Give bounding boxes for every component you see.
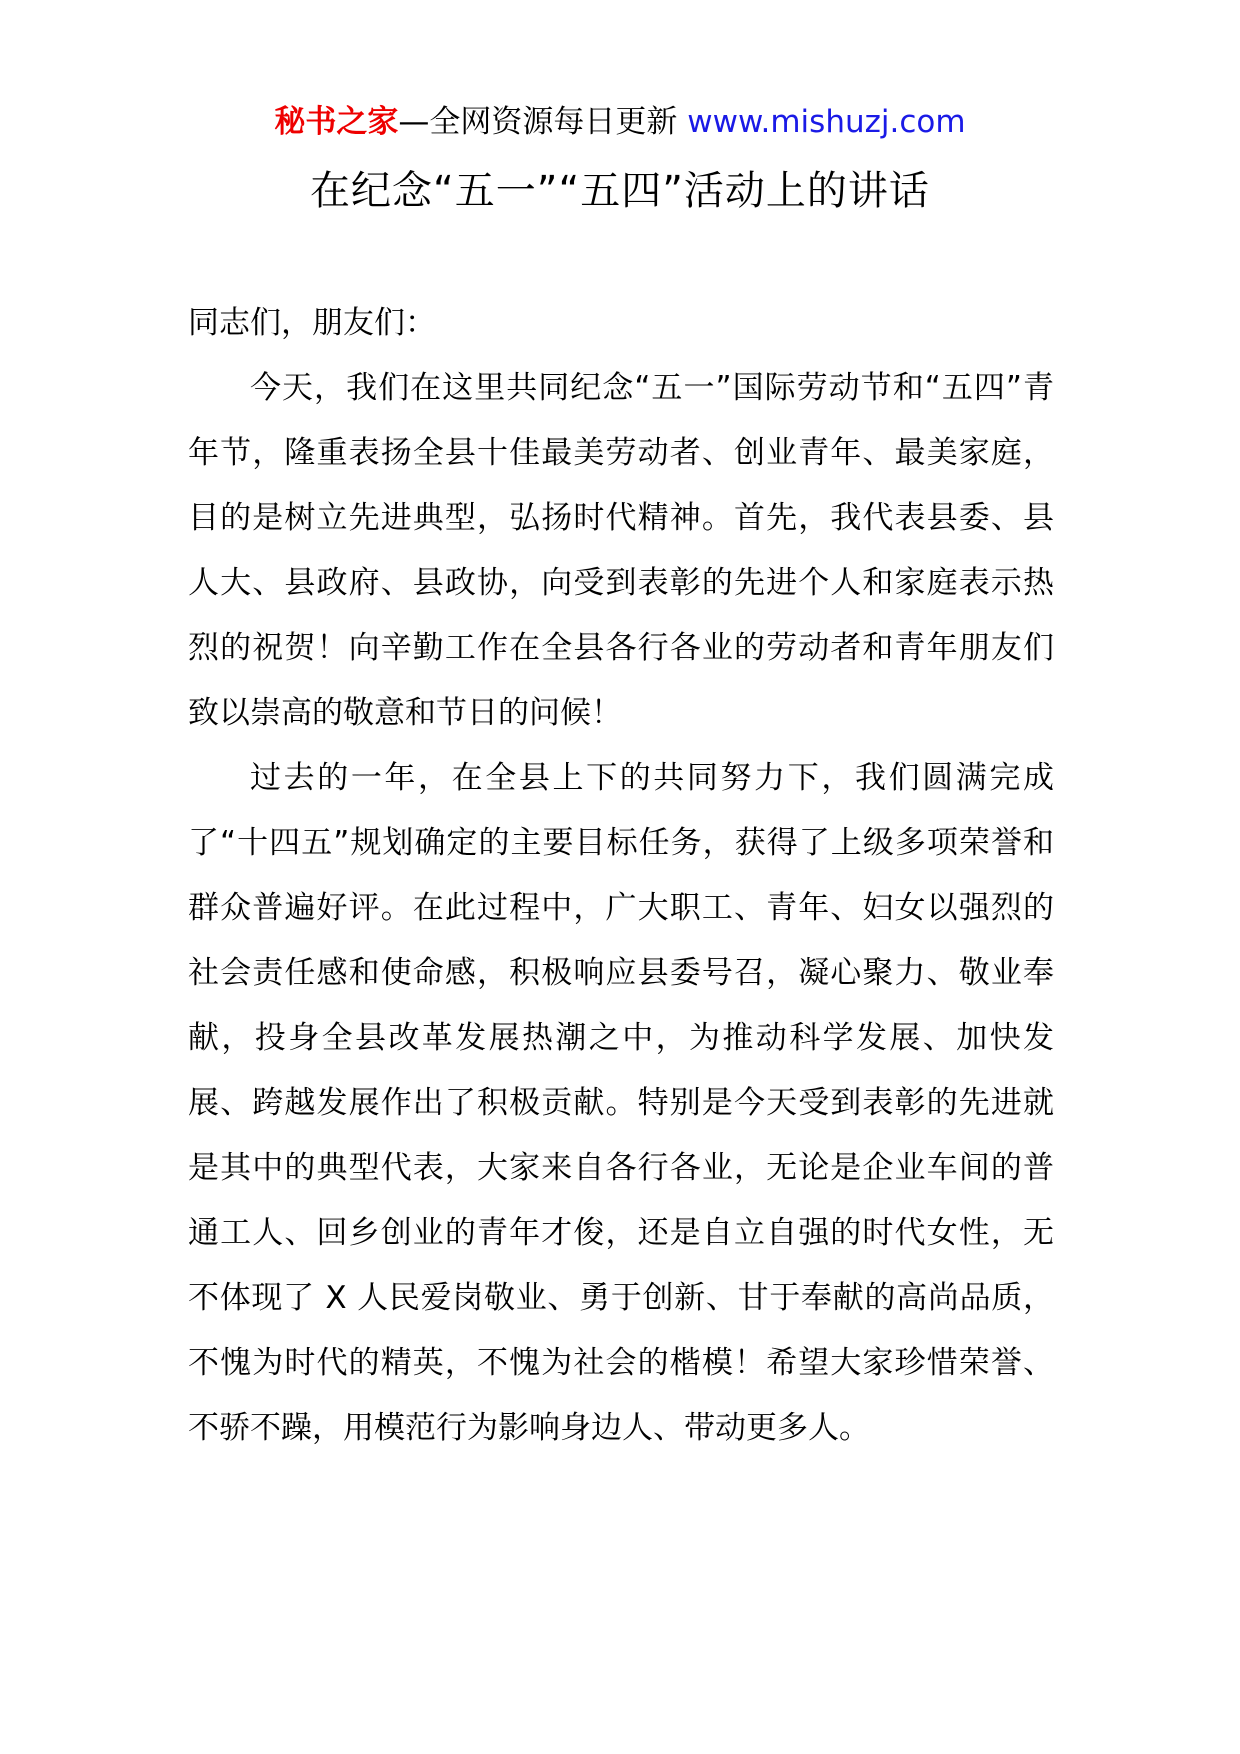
document-title: 在纪念“五一”“五四”活动上的讲话 (310, 168, 930, 214)
paragraph-2: 过去的一年，在全县上下的共同努力下，我们圆满完成了“十四五”规划确定的主要目标任务，获得了上级多项荣誉和群众普遍好评。在此过程中，广大职工、青年、妇女以强烈的社会责任感和使命感，积极响应县委号召，凝心聚力、敬业奉献，投身全县改革发展热潮之中，为推动科学发展、加快发展、跨越发展作出了积极贡献。特别是今天受到表彰的先进就是其中的典型代表，大家来自各行各业，无论是企业车间的普通工人、回乡创业的青年才俊，还是自立自强的时代女性，无不体现了 X 人民爱岗敬业、勇于创新、甘于奉献的高尚品质，不愧为时代的精英，不愧为社会的楷模！希望大家珍惜荣誉、不骄不躁，用模范行为影响身边人、带动更多人。 (188, 760, 1054, 1446)
site-url-link[interactable]: www.mishuzj.com (687, 104, 966, 140)
site-header (0, 100, 1240, 144)
document-body (188, 291, 1054, 1461)
site-brand: 秘书之家 (274, 104, 399, 140)
site-slogan: —全网资源每日更新 (398, 104, 678, 140)
salutation: 同志们，朋友们： (188, 305, 436, 341)
paragraph-1: 今天，我们在这里共同纪念“五一”国际劳动节和“五四”青年节，隆重表扬全县十佳最美劳动者、创业青年、最美家庭，目的是树立先进典型，弘扬时代精神。首先，我代表县委、县人大、县政府、县政协，向受到表彰的先进个人和家庭表示热烈的祝贺！向辛勤工作在全县各行各业的劳动者和青年朋友们致以崇高的敬意和节日的问候！ (188, 370, 1054, 731)
